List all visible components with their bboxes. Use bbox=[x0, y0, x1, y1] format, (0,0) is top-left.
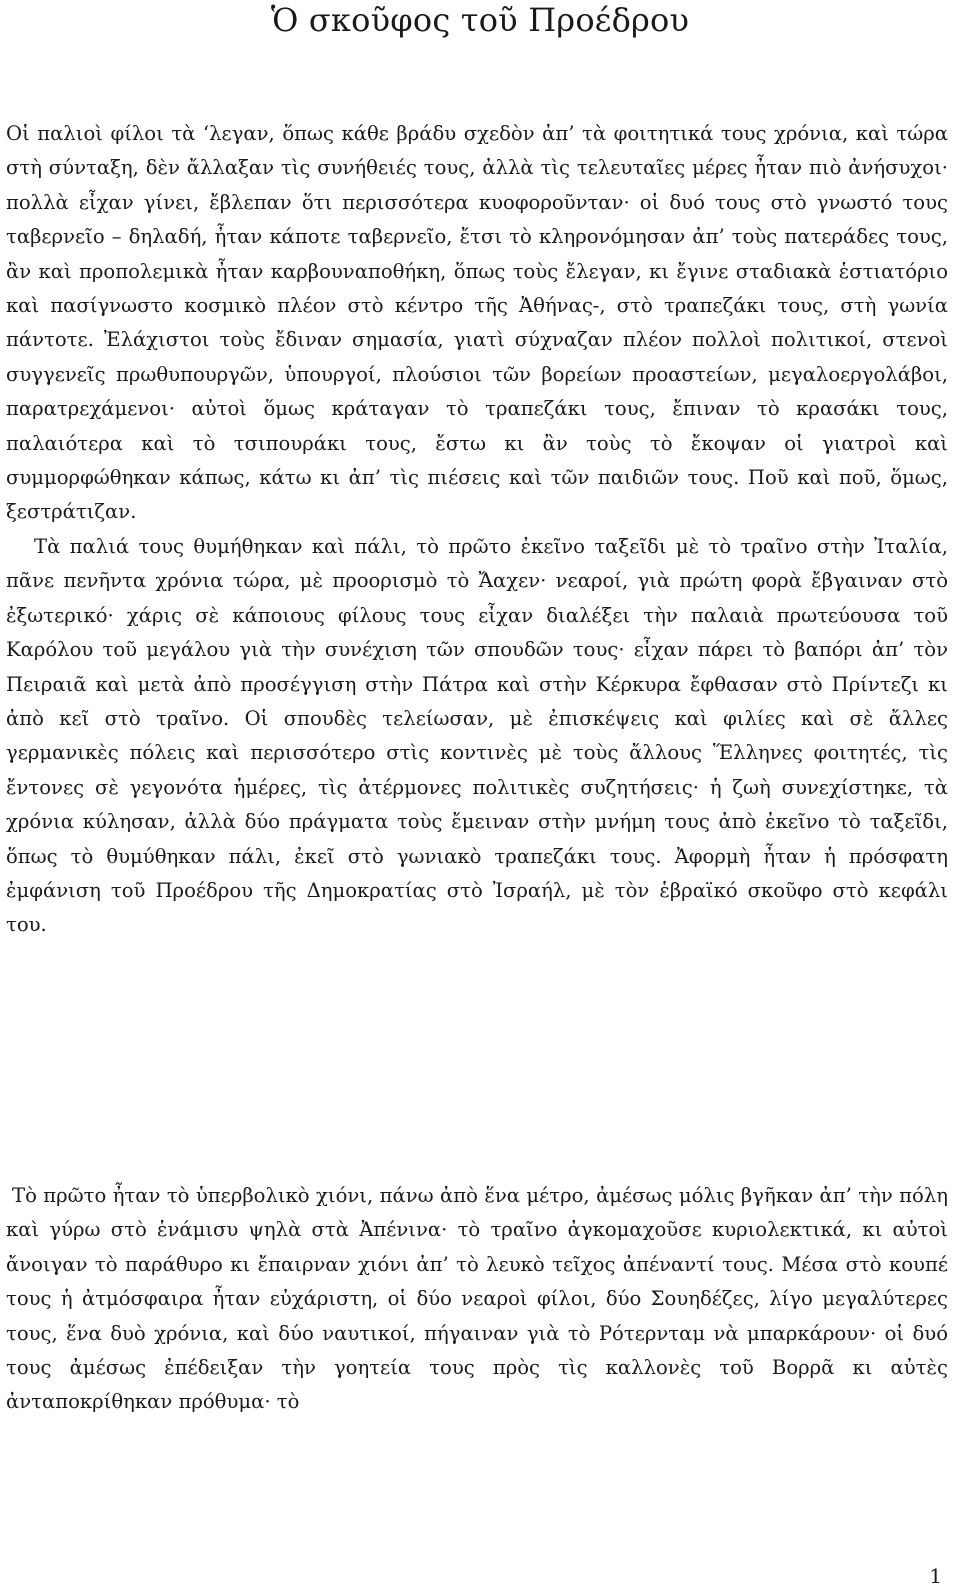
page-number: 1 bbox=[929, 1564, 942, 1588]
body-text-block bbox=[6, 1179, 948, 1420]
document-title: Ὁ σκοῦφος τοῦ Προέδρου bbox=[270, 1, 690, 39]
paragraph: Τὸ πρῶτο ἦταν τὸ ὑπερβολικὸ χιόνι, πάνω ἀπὸ ἕνα μέτρο, ἀμέσως μόλις βγῆκαν ἀπ’ τὴν πόλη καὶ γύρω στὸ ἑνάμισυ ψηλὰ στὰ Ἀπένινα· τὸ τραῖνο ἀγκομαχοῦσε κυριολεκτικά, κι αὐτοὶ ἄνοιγαν τὸ παράθυρο κι ἔπαιρναν χιόνι ἀπ’ τὸ λευκὸ τεῖχος ἀπέναντί τους. Μέσα στὸ κουπέ τους ἡ ἀτμόσφαιρα ἦταν εὐχάριστη, οἱ δύο νεαροὶ φίλοι, δύο Σουηδέζες, λίγο μεγαλύτερες τους, ἕνα δυὸ χρόνια, καὶ δύο ναυτικοί, πήγαιναν γιὰ τὸ Ρότερνταμ νὰ μπαρκάρουν· οἱ δυό τους ἀμέσως ἐπέδειξαν τὴν γοητεία τους πρὸς τὶς καλλονὲς τοῦ Βορρᾶ κι αὐτὲς ἀνταποκρίθηκαν πρόθυμα· τὸ bbox=[6, 1184, 948, 1414]
body-text-block bbox=[6, 117, 948, 943]
paragraph: Τὰ παλιά τους θυμήθηκαν καὶ πάλι, τὸ πρῶτο ἐκεῖνο ταξεῖδι μὲ τὸ τραῖνο στὴν Ἰταλία, πᾶνε πενῆντα χρόνια τώρα, μὲ προορισμὸ τὸ Ἄαχεν· νεαροί, γιὰ πρώτη φορὰ ἔβγαιναν στὸ ἐξωτερικό· χάρις σὲ κάποιους φίλους τους εἶχαν διαλέξει τὴν παλαιὰ πρωτεύουσα τοῦ Καρόλου τοῦ μεγάλου γιὰ τὴν συνέχιση τῶν σπουδῶν τους· εἶχαν πάρει τὸ βαπόρι ἀπ’ τὸν Πειραιᾶ καὶ μετὰ ἀπὸ προσέγγιση στὴν Πάτρα καὶ στὴν Κέρκυρα ἔφθασαν στὸ Πρίντεζι κι ἀπὸ κεῖ στὸ τραῖνο. Οἱ σπουδὲς τελείωσαν, μὲ ἐπισκέψεις καὶ φιλίες καὶ σὲ ἄλλες γερμανικὲς πόλεις καὶ περισσότερο στὶς κοντινὲς μὲ τοὺς ἄλλους Ἕλληνες φοιτητές, τὶς ἔντονες σὲ γεγονότα ἡμέρες, τὶς ἀτέρμονες πολιτικὲς συζητήσεις· ἡ ζωὴ συνεχίστηκε, τὰ χρόνια κύλησαν, ἀλλὰ δύο πράγματα τοὺς ἔμειναν στὴν μνήμη τους ἀπὸ ἐκεῖνο τὸ ταξεῖδι, ὅπως τὸ θυμύθηκαν πάλι, ἐκεῖ στὸ γωνιακὸ τραπεζάκι τους. Ἀφορμὴ ἦταν ἡ πρόσφατη ἐμφάνιση τοῦ Προέδρου τῆς Δημοκρατίας στὸ Ἰσραήλ, μὲ τὸν ἑβραϊκό σκοῦφο στὸ κεφάλι του. bbox=[6, 534, 948, 937]
paragraph: Οἱ παλιοὶ φίλοι τὰ ‘λεγαν, ὅπως κάθε βράδυ σχεδὸν ἀπ’ τὰ φοιτητικά τους χρόνια, καὶ τώρα στὴ σύνταξη, δὲν ἄλλαξαν τὶς συνήθειές τους, ἀλλὰ τὶς τελευταῖες μέρες ἦταν πιὸ ἀνήσυχοι· πολλὰ εἶχαν γίνει, ἔβλεπαν ὅτι περισσότερα κυοφοροῦνταν· οἱ δυό τους στὸ γνωστό τους ταβερνεῖο – δηλαδή, ἦταν κάποτε ταβερνεῖο, ἔτσι τὸ κληρονόμησαν ἀπ’ τοὺς πατεράδες τους, ἂν καὶ προπολεμικὰ ἦταν καρβουναποθήκη, ὅπως τοὺς ἔλεγαν, κι ἔγινε σταδιακὰ ἑστιατόριο καὶ πασίγνωστο κοσμικὸ πλέον στὸ κέντρο τῆς Ἀθήνας-, στὸ τραπεζάκι τους, στὴ γωνία πάντοτε. Ἐλάχιστοι τοὺς ἔδιναν σημασία, γιατὶ σύχναζαν πλέον πολλοὶ πολιτικοί, στενοὶ συγγενεῖς πρωθυπουργῶν, ὑπουργοί, πλούσιοι τῶν βορείων προαστείων, μεγαλοεργολάβοι, παρατρεχάμενοι· αὐτοὶ ὅμως κράταγαν τὸ τραπεζάκι τους, ἔπιναν τὸ κρασάκι τους, παλαιότερα καὶ τὸ τσιπουράκι τους, ἔστω κι ἂν τοὺς τὸ ἔκοψαν οἱ γιατροὶ καὶ συμμορφώθηκαν κάπως, κάτω κι ἀπ’ τὶς πιέσεις καὶ τῶν παιδιῶν τους. Ποῦ καὶ ποῦ, ὅμως, ξεστράτιζαν. bbox=[6, 122, 948, 524]
